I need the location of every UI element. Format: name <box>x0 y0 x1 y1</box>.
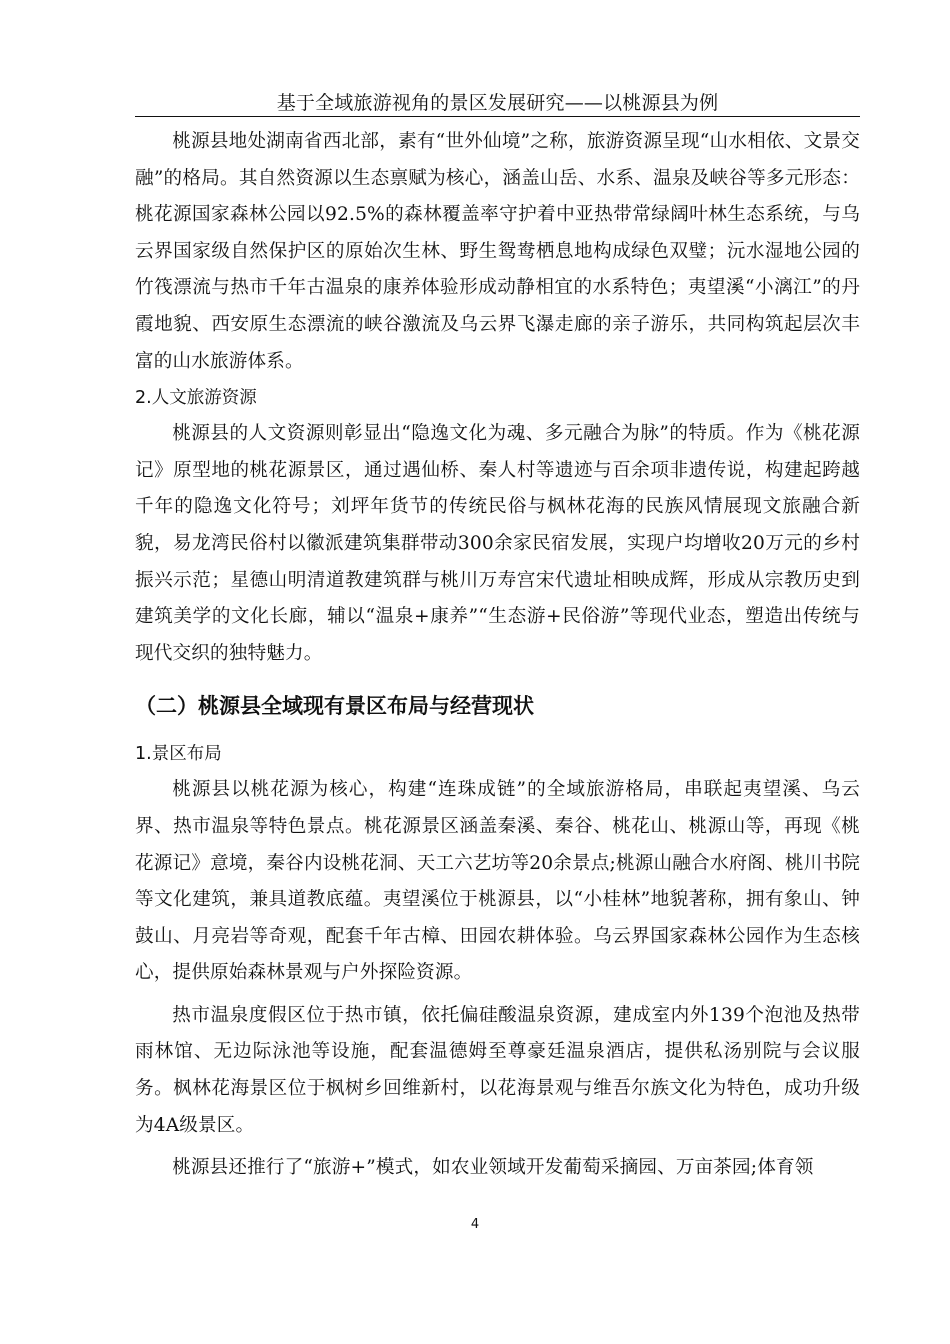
paragraph-cultural-resources: 桃源县的人文资源则彰显出“隐逸文化为魂、多元融合为脉”的特质。作为《桃花源记》原型地的桃花源景区，通过遇仙桥、秦人村等遗迹与百余项非遗传说，构建起跨越千年的隐逸文化符号；刘坪年货节的传统民俗与枫林花海的民族风情展现文旅融合新貌，易龙湾民俗村以徽派建筑集群带动300余家民宿发展，实现户均增收20万元的乡村振兴示范；星德山明清道教建筑群与桃川万寿宫宋代遗址相映成辉，形成从宗教历史到建筑美学的文化长廊，辅以“温泉+康养”“生态游+民俗游”等现代业态，塑造出传统与现代交织的独特魅力。 <box>135 423 860 664</box>
subheading-scenic-layout: 1.景区布局 <box>135 744 222 765</box>
subheading-cultural-resources: 2.人文旅游资源 <box>135 388 257 409</box>
paragraph-scenic-layout: 桃源县以桃花源为核心，构建“连珠成链”的全域旅游格局，串联起夷望溪、乌云界、热市温泉等特色景点。桃花源景区涵盖秦溪、秦谷、桃花山、桃源山等，再现《桃花源记》意境，秦谷内设桃花洞、天工六艺坊等20余景点;桃源山融合水府阁、桃川书院等文化建筑，兼具道教底蕴。夷望溪位于桃源县，以“小桂林”地貌著称，拥有象山、钟鼓山、月亮岩等奇观，配套千年古樟、田园农耕体验。乌云界国家森林公园作为生态核心，提供原始森林景观与户外探险资源。 <box>135 779 860 984</box>
page-content <box>135 124 860 1187</box>
page-number: 4 <box>470 1217 480 1232</box>
paragraph-natural-resources: 桃源县地处湖南省西北部，素有“世外仙境”之称，旅游资源呈现“山水相依、文景交融”的格局。其自然资源以生态禀赋为核心，涵盖山岳、水系、温泉及峡谷等多元形态：桃花源国家森林公园以92.5%的森林覆盖率守护着中亚热带常绿阔叶林生态系统，与乌云界国家级自然保护区的原始次生林、野生鸳鸯栖息地构成绿色双璧；沅水湿地公园的竹筏漂流与热市千年古温泉的康养体验形成动静相宜的水系特色；夷望溪“小漓江”的丹霞地貌、西安原生态漂流的峡谷激流及乌云界飞瀑走廊的亲子游乐，共同构筑起层次丰富的山水旅游体系。 <box>135 131 860 372</box>
header-rule <box>135 116 860 117</box>
paragraph-hot-spring: 热市温泉度假区位于热市镇，依托偏硅酸温泉资源，建成室内外139个泡池及热带雨林馆、无边际泳池等设施，配套温德姆至尊豪廷温泉酒店，提供私汤别院与会议服务。枫林花海景区位于枫树乡回维新村，以花海景观与维吾尔族文化为特色，成功升级为4A级景区。 <box>135 1004 860 1136</box>
section-heading: （二）桃源县全域现有景区布局与经营现状 <box>135 694 534 719</box>
running-header: 基于全域旅游视角的景区发展研究——以桃源县为例 <box>276 92 719 114</box>
paragraph-tourism-plus: 桃源县还推行了“旅游+”模式，如农业领域开发葡萄采摘园、万亩茶园;体育领 <box>172 1157 814 1179</box>
